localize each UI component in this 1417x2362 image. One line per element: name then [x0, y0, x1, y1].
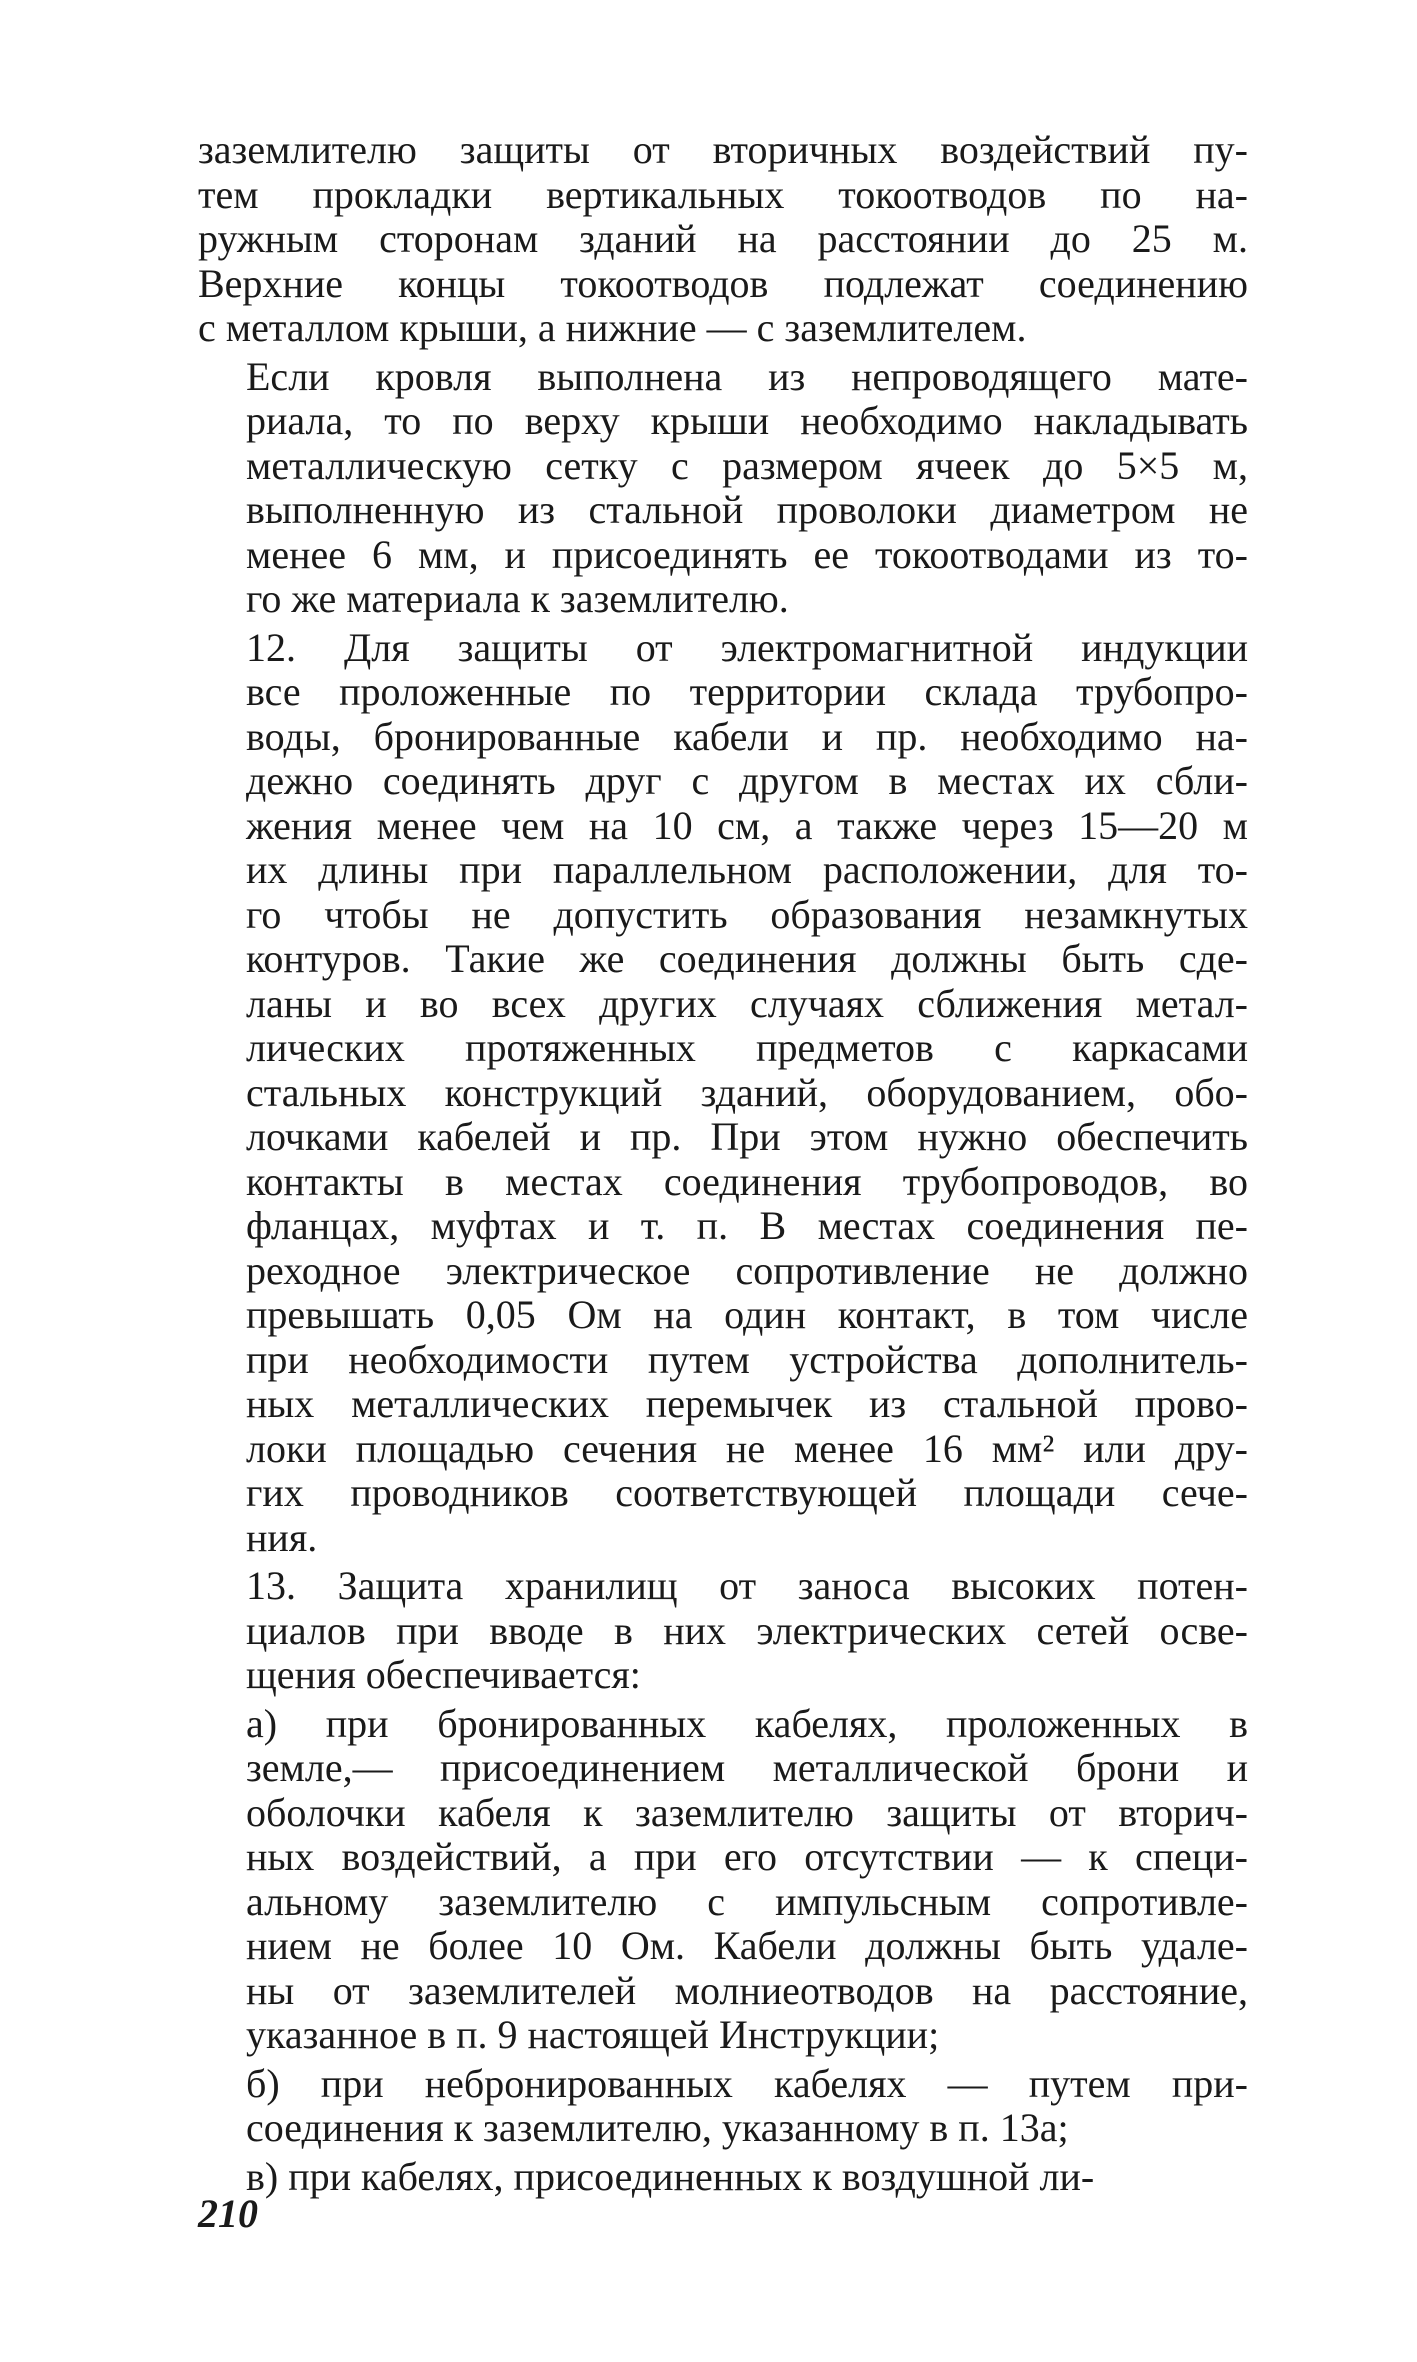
text-line: контакты в местах соединения трубопроводов, во: [246, 1158, 1248, 1204]
text-line: превышать 0,05 Ом на один контакт, в том числе: [246, 1292, 1248, 1337]
text-line: Если кровля выполнена из непроводящего мате-: [246, 353, 1248, 399]
text-line: б) при небронированных кабелях — путем при-: [246, 2060, 1248, 2106]
paragraph: [198, 1564, 1248, 1698]
paragraph: [198, 2155, 1248, 2200]
paragraph: [198, 128, 1248, 351]
text-line: выполненную из стальной проволоки диаметром не: [246, 487, 1248, 532]
text-line: контуров. Такие же соединения должны быть сде-: [246, 936, 1248, 981]
text-line: земле,— присоединением металлической брони и: [246, 1745, 1248, 1790]
text-line: ружным сторонам зданий на расстоянии до 25 м.: [198, 216, 1248, 261]
paragraph: [198, 1702, 1248, 2058]
text-line: альному заземлителю с импульсным сопротивле-: [246, 1878, 1248, 1924]
text-line: реходное электрическое сопротивление не должно: [246, 1247, 1248, 1293]
text-line: го же материала к заземлителю.: [246, 576, 789, 621]
text-line: го чтобы не допустить образования незамкнутых: [246, 891, 1248, 937]
text-line: дежно соединять друг с другом в местах их сбли-: [246, 758, 1248, 803]
text-line: нием не более 10 Ом. Кабели должны быть удале-: [246, 1923, 1248, 1968]
text-line: фланцах, муфтах и т. п. В местах соединения пе-: [246, 1203, 1248, 1248]
paragraph: [198, 355, 1248, 622]
text-line: при необходимости путем устройства дополнитель-: [246, 1336, 1248, 1382]
text-line: заземлителю защиты от вторичных воздействий пу-: [198, 127, 1248, 172]
text-line: с металлом крыши, а нижние — с заземлителем.: [198, 305, 1027, 350]
page-body: [198, 128, 1248, 2203]
text-line: металлическую сетку с размером ячеек до 5×5 м,: [246, 442, 1248, 488]
text-line: а) при бронированных кабелях, проложенных в: [246, 1700, 1248, 1746]
text-line: жения менее чем на 10 см, а также через 15—20 м: [246, 802, 1248, 848]
text-line: 13. Защита хранилищ от заноса высоких потен-: [246, 1563, 1248, 1608]
paragraph: [198, 2062, 1248, 2151]
text-line: риала, то по верху крыши необходимо накладывать: [246, 398, 1248, 443]
text-line: лических протяженных предметов с каркасами: [246, 1025, 1248, 1070]
text-line: тем прокладки вертикальных токоотводов по на-: [198, 171, 1248, 217]
text-line: гих проводников соответствующей площади сече-: [246, 1470, 1248, 1515]
text-line: указанное в п. 9 настоящей Инструкции;: [246, 2012, 940, 2057]
text-line: ных воздействий, а при его отсутствии — к специ-: [246, 1834, 1248, 1879]
text-line: ния.: [246, 1514, 318, 1560]
text-line: локи площадью сечения не менее 16 мм² или дру-: [246, 1425, 1248, 1471]
text-line: щения обеспечивается:: [246, 1652, 641, 1697]
text-line: 12. Для защиты от электромагнитной индукции: [246, 624, 1248, 670]
page-number: 210: [198, 2191, 258, 2236]
text-line: Верхние концы токоотводов подлежат соединению: [198, 260, 1248, 306]
text-line: в) при кабелях, присоединенных к воздушной ли-: [246, 2153, 1095, 2199]
text-line: оболочки кабеля к заземлителю защиты от вторич-: [246, 1789, 1248, 1835]
text-line: циалов при вводе в них электрических сетей осве-: [246, 1607, 1248, 1653]
text-line: все проложенные по территории склада трубопро-: [246, 669, 1248, 714]
paragraph: [198, 626, 1248, 1561]
text-line: ны от заземлителей молниеотводов на расстояние,: [246, 1967, 1248, 2013]
text-line: соединения к заземлителю, указанному в п. 13а;: [246, 2105, 1069, 2150]
text-line: воды, бронированные кабели и пр. необходимо на-: [246, 713, 1248, 759]
text-line: менее 6 мм, и присоединять ее токоотводами из то-: [246, 531, 1248, 577]
text-line: ных металлических перемычек из стальной прово-: [246, 1381, 1248, 1426]
text-line: стальных конструкций зданий, оборудованием, обо-: [246, 1069, 1248, 1115]
text-line: лочками кабелей и пр. При этом нужно обеспечить: [246, 1114, 1248, 1159]
text-line: их длины при параллельном расположении, для то-: [246, 847, 1248, 892]
text-line: ланы и во всех других случаях сближения метал-: [246, 980, 1248, 1026]
